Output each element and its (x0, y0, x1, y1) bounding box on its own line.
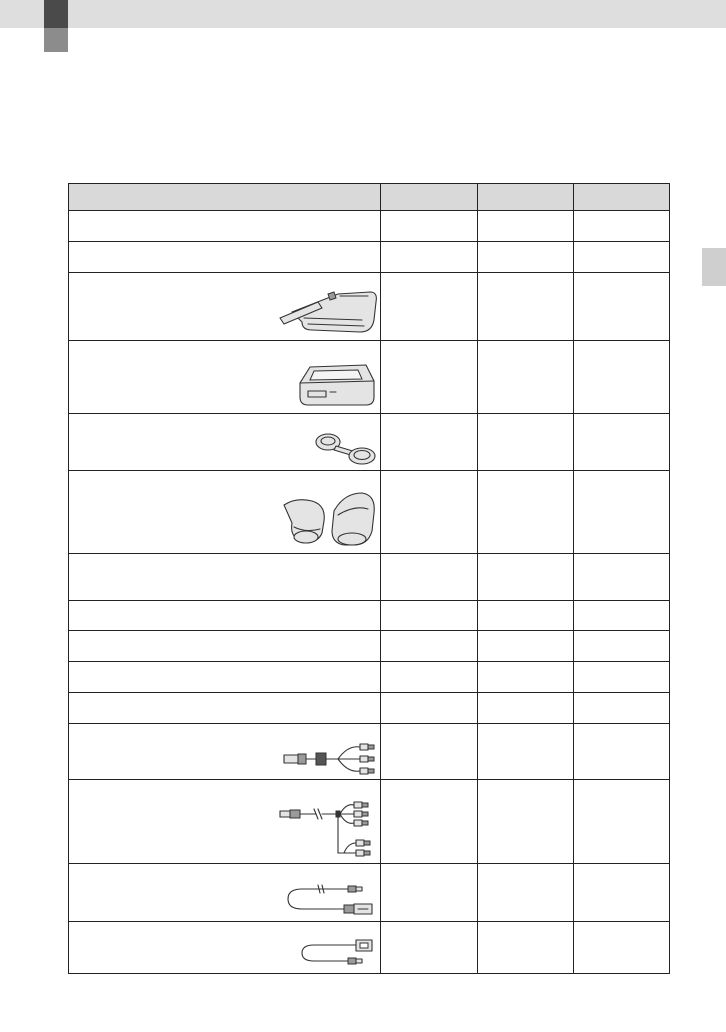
value-cell (381, 554, 478, 601)
table-row (69, 922, 670, 974)
value-cell (478, 414, 574, 471)
table-row (69, 693, 670, 724)
column-header (381, 184, 478, 211)
column-header (478, 184, 574, 211)
table-row (69, 724, 670, 780)
page-header-bar (0, 0, 726, 28)
value-cell (381, 242, 478, 273)
value-cell (478, 693, 574, 724)
table-row (69, 780, 670, 864)
table-row (69, 341, 670, 414)
value-cell (381, 601, 478, 631)
value-cell (381, 211, 478, 242)
value-cell (478, 780, 574, 864)
table-row (69, 662, 670, 693)
item-cell (69, 242, 381, 273)
table-row (69, 864, 670, 922)
value-cell (381, 341, 478, 414)
value-cell (478, 864, 574, 922)
usb-cable-icon (282, 881, 378, 917)
component-av-cable-icon (278, 797, 378, 859)
item-cell (69, 471, 381, 554)
value-cell (478, 724, 574, 780)
av-cable-icon (282, 741, 378, 775)
lens-cap-icon (314, 430, 378, 466)
table-header-row (69, 184, 670, 211)
eyecup-icon (278, 491, 378, 549)
value-cell (478, 631, 574, 662)
value-cell (574, 414, 670, 471)
item-cell (69, 724, 381, 780)
value-cell (381, 922, 478, 974)
item-cell (69, 554, 381, 601)
value-cell (381, 724, 478, 780)
table-row (69, 631, 670, 662)
grip-belt-icon (278, 286, 378, 336)
value-cell (381, 693, 478, 724)
table-row (69, 273, 670, 341)
item-cell (69, 662, 381, 693)
section-side-tab (702, 248, 726, 286)
item-cell (69, 693, 381, 724)
table-row (69, 554, 670, 601)
item-cell (69, 601, 381, 631)
item-cell (69, 414, 381, 471)
value-cell (478, 554, 574, 601)
item-cell (69, 631, 381, 662)
table-row (69, 414, 670, 471)
item-cell (69, 922, 381, 974)
usb-adaptor-cable-icon (298, 937, 378, 969)
value-cell (574, 471, 670, 554)
value-cell (478, 601, 574, 631)
item-cell (69, 864, 381, 922)
value-cell (574, 341, 670, 414)
table-row (69, 471, 670, 554)
value-cell (381, 471, 478, 554)
value-cell (574, 554, 670, 601)
value-cell (574, 780, 670, 864)
value-cell (478, 471, 574, 554)
value-cell (478, 273, 574, 341)
value-cell (478, 341, 574, 414)
value-cell (574, 211, 670, 242)
chapter-tab-light (44, 28, 68, 52)
table-row (69, 242, 670, 273)
value-cell (574, 242, 670, 273)
value-cell (574, 273, 670, 341)
accessory-compatibility-table (68, 183, 670, 974)
value-cell (574, 631, 670, 662)
value-cell (381, 780, 478, 864)
value-cell (574, 662, 670, 693)
value-cell (381, 414, 478, 471)
value-cell (381, 662, 478, 693)
item-cell (69, 780, 381, 864)
value-cell (574, 693, 670, 724)
value-cell (381, 631, 478, 662)
value-cell (574, 601, 670, 631)
value-cell (381, 273, 478, 341)
value-cell (478, 922, 574, 974)
value-cell (478, 662, 574, 693)
value-cell (574, 864, 670, 922)
item-cell (69, 211, 381, 242)
value-cell (381, 864, 478, 922)
value-cell (574, 922, 670, 974)
column-header (574, 184, 670, 211)
table-row (69, 601, 670, 631)
column-header (69, 184, 381, 211)
value-cell (574, 724, 670, 780)
item-cell (69, 341, 381, 414)
value-cell (478, 242, 574, 273)
table-row (69, 211, 670, 242)
handycam-station-icon (296, 361, 378, 409)
item-cell (69, 273, 381, 341)
value-cell (478, 211, 574, 242)
